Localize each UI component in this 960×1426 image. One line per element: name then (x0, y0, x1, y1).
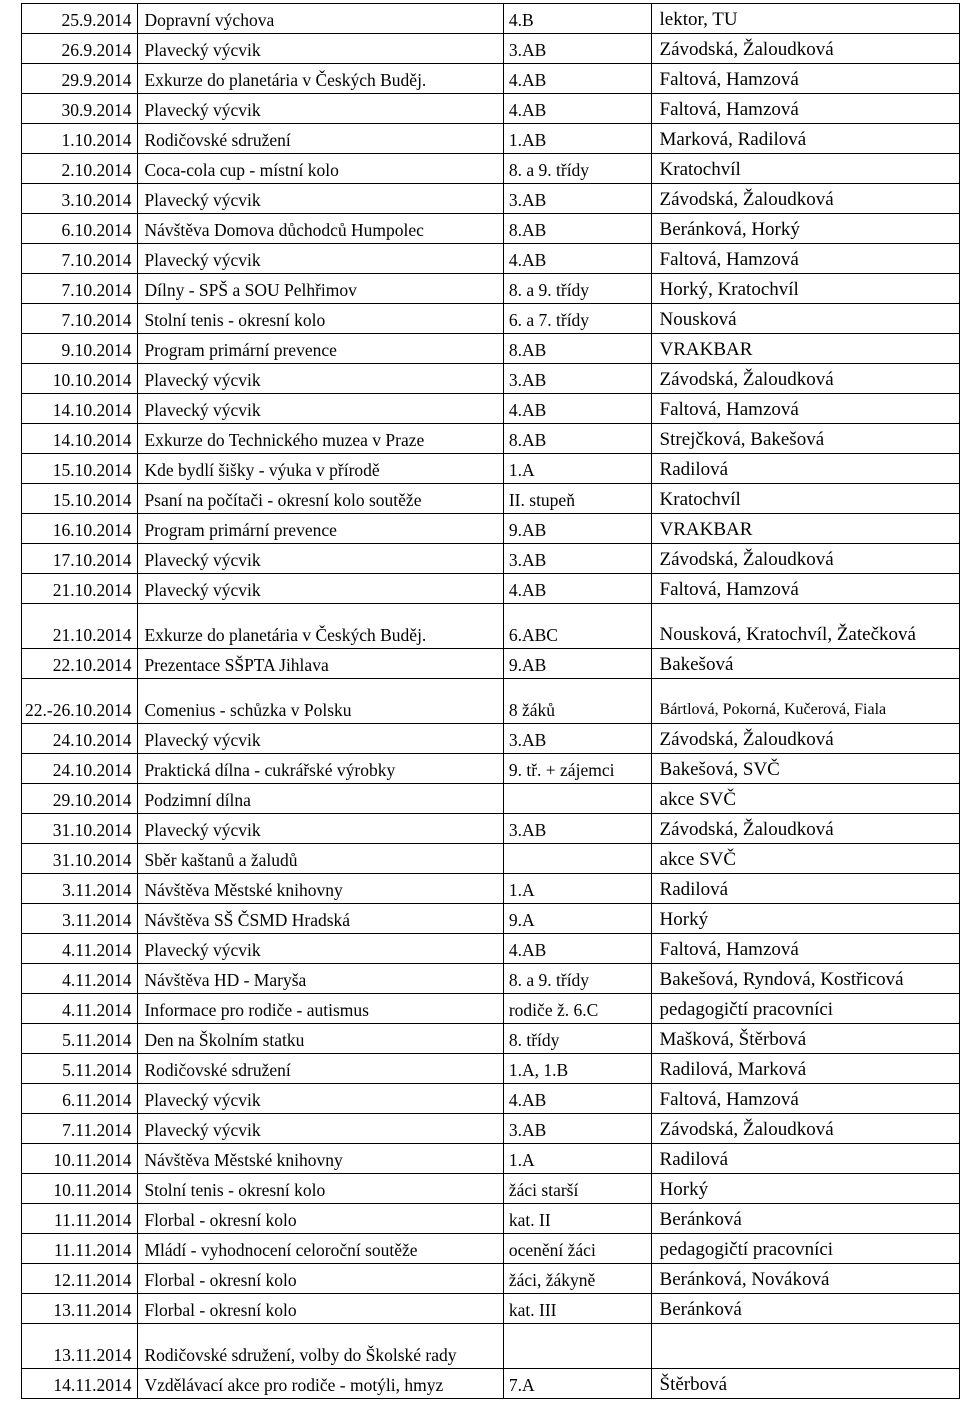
class-cell: 3.AB (503, 364, 651, 394)
date-cell: 6.11.2014 (22, 1084, 138, 1114)
event-cell: Podzimní dílna (138, 784, 503, 814)
date-cell: 9.10.2014 (22, 334, 138, 364)
event-cell: Plavecký výcvik (138, 94, 503, 124)
event-cell: Psaní na počítači - okresní kolo soutěže (138, 484, 503, 514)
event-cell: Dopravní výchova (138, 4, 503, 34)
date-cell: 3.11.2014 (22, 874, 138, 904)
table-row (22, 874, 960, 904)
event-cell: Plavecký výcvik (138, 394, 503, 424)
date-cell: 17.10.2014 (22, 544, 138, 574)
class-cell: 3.AB (503, 34, 651, 64)
table-row (22, 1054, 960, 1084)
event-cell: Sběr kaštanů a žaludů (138, 844, 503, 874)
date-cell: 13.11.2014 (22, 1294, 138, 1324)
people-cell: Štěrbová (651, 1369, 959, 1399)
event-cell: Návštěva HD - Maryša (138, 964, 503, 994)
date-cell: 21.10.2014 (22, 574, 138, 604)
date-cell: 24.10.2014 (22, 724, 138, 754)
table-row (22, 484, 960, 514)
table-row (22, 304, 960, 334)
class-cell: 9.AB (503, 649, 651, 679)
date-cell: 10.10.2014 (22, 364, 138, 394)
class-cell: 4.AB (503, 394, 651, 424)
event-cell: Praktická dílna - cukrářské výrobky (138, 754, 503, 784)
table-row (22, 1144, 960, 1174)
event-cell: Exkurze do planetária v Českých Buděj. (138, 604, 503, 649)
people-cell: VRAKBAR (651, 514, 959, 544)
date-cell: 15.10.2014 (22, 454, 138, 484)
table-row (22, 1324, 960, 1369)
people-cell: Beránková, Horký (651, 214, 959, 244)
table-row (22, 604, 960, 649)
event-cell: Plavecký výcvik (138, 934, 503, 964)
class-cell: 4.AB (503, 1084, 651, 1114)
class-cell: 7.A (503, 1369, 651, 1399)
table-row (22, 1204, 960, 1234)
table-row (22, 904, 960, 934)
class-cell: 9. tř. + zájemci (503, 754, 651, 784)
date-cell: 14.10.2014 (22, 424, 138, 454)
date-cell: 22.-26.10.2014 (22, 679, 138, 724)
people-cell: Strejčková, Bakešová (651, 424, 959, 454)
table-row (22, 64, 960, 94)
event-cell: Mládí - vyhodnocení celoroční soutěže (138, 1234, 503, 1264)
people-cell: Faltová, Hamzová (651, 394, 959, 424)
people-cell: Faltová, Hamzová (651, 574, 959, 604)
date-cell: 4.11.2014 (22, 994, 138, 1024)
people-cell: Závodská, Žaloudková (651, 814, 959, 844)
class-cell: rodiče ž. 6.C (503, 994, 651, 1024)
event-cell: Návštěva SŠ ČSMD Hradská (138, 904, 503, 934)
class-cell: ocenění žáci (503, 1234, 651, 1264)
table-row (22, 1264, 960, 1294)
event-cell: Návštěva Městské knihovny (138, 1144, 503, 1174)
table-row (22, 274, 960, 304)
date-cell: 10.11.2014 (22, 1144, 138, 1174)
class-cell (503, 844, 651, 874)
class-cell: 4.AB (503, 94, 651, 124)
events-table (21, 3, 960, 1399)
table-row (22, 994, 960, 1024)
class-cell: 9.A (503, 904, 651, 934)
event-cell: Návštěva Městské knihovny (138, 874, 503, 904)
event-cell: Plavecký výcvik (138, 34, 503, 64)
class-cell: 1.A, 1.B (503, 1054, 651, 1084)
event-cell: Plavecký výcvik (138, 364, 503, 394)
table-row (22, 244, 960, 274)
table-row (22, 934, 960, 964)
table-row (22, 454, 960, 484)
date-cell: 4.11.2014 (22, 964, 138, 994)
class-cell: 6.ABC (503, 604, 651, 649)
event-cell: Prezentace SŠPTA Jihlava (138, 649, 503, 679)
date-cell: 7.10.2014 (22, 304, 138, 334)
date-cell: 13.11.2014 (22, 1324, 138, 1369)
people-cell: Závodská, Žaloudková (651, 724, 959, 754)
date-cell: 22.10.2014 (22, 649, 138, 679)
class-cell: 3.AB (503, 814, 651, 844)
date-cell: 21.10.2014 (22, 604, 138, 649)
class-cell: 4.AB (503, 64, 651, 94)
people-cell: Nousková (651, 304, 959, 334)
table-row (22, 649, 960, 679)
class-cell: 4.AB (503, 244, 651, 274)
people-cell: Závodská, Žaloudková (651, 184, 959, 214)
class-cell: 6. a 7. třídy (503, 304, 651, 334)
event-cell: Plavecký výcvik (138, 814, 503, 844)
people-cell: Horký (651, 904, 959, 934)
event-cell: Den na Školním statku (138, 1024, 503, 1054)
event-cell: Program primární prevence (138, 514, 503, 544)
people-cell: Nousková, Kratochvíl, Žatečková (651, 604, 959, 649)
class-cell: 4.AB (503, 574, 651, 604)
table-row (22, 124, 960, 154)
class-cell: kat. II (503, 1204, 651, 1234)
people-cell: VRAKBAR (651, 334, 959, 364)
class-cell: 8.AB (503, 334, 651, 364)
table-row (22, 1114, 960, 1144)
event-cell: Stolní tenis - okresní kolo (138, 1174, 503, 1204)
event-cell: Florbal - okresní kolo (138, 1294, 503, 1324)
people-cell: Faltová, Hamzová (651, 64, 959, 94)
table-row (22, 1369, 960, 1399)
event-cell: Exkurze do Technického muzea v Praze (138, 424, 503, 454)
date-cell: 24.10.2014 (22, 754, 138, 784)
people-cell: Závodská, Žaloudková (651, 364, 959, 394)
people-cell: Mašková, Štěrbová (651, 1024, 959, 1054)
people-cell: Faltová, Hamzová (651, 94, 959, 124)
class-cell: 4.B (503, 4, 651, 34)
table-row (22, 514, 960, 544)
table-row (22, 1294, 960, 1324)
class-cell (503, 784, 651, 814)
people-cell: Horký (651, 1174, 959, 1204)
table-row (22, 334, 960, 364)
event-cell: Rodičovské sdružení (138, 1054, 503, 1084)
event-cell: Florbal - okresní kolo (138, 1264, 503, 1294)
class-cell: 8.AB (503, 214, 651, 244)
date-cell: 29.10.2014 (22, 784, 138, 814)
event-cell: Plavecký výcvik (138, 544, 503, 574)
table-row (22, 784, 960, 814)
table-row (22, 394, 960, 424)
people-cell: Faltová, Hamzová (651, 934, 959, 964)
event-cell: Exkurze do planetária v Českých Buděj. (138, 64, 503, 94)
people-cell: Bártlová, Pokorná, Kučerová, Fiala (651, 679, 959, 724)
class-cell: 3.AB (503, 544, 651, 574)
class-cell: II. stupeň (503, 484, 651, 514)
date-cell: 2.10.2014 (22, 154, 138, 184)
people-cell: akce SVČ (651, 784, 959, 814)
table-row (22, 1234, 960, 1264)
people-cell: Faltová, Hamzová (651, 1084, 959, 1114)
class-cell: 8. a 9. třídy (503, 964, 651, 994)
people-cell: Bakešová (651, 649, 959, 679)
table-row (22, 814, 960, 844)
event-cell: Coca-cola cup - místní kolo (138, 154, 503, 184)
people-cell: Kratochvíl (651, 484, 959, 514)
people-cell: Beránková (651, 1204, 959, 1234)
class-cell: kat. III (503, 1294, 651, 1324)
class-cell: 1.A (503, 454, 651, 484)
table-row (22, 964, 960, 994)
date-cell: 12.11.2014 (22, 1264, 138, 1294)
class-cell: 3.AB (503, 1114, 651, 1144)
table-row (22, 94, 960, 124)
class-cell: 8. třídy (503, 1024, 651, 1054)
people-cell: Radilová (651, 1144, 959, 1174)
people-cell: Bakešová, SVČ (651, 754, 959, 784)
date-cell: 14.11.2014 (22, 1369, 138, 1399)
event-cell: Plavecký výcvik (138, 184, 503, 214)
date-cell: 14.10.2014 (22, 394, 138, 424)
date-cell: 10.11.2014 (22, 1174, 138, 1204)
event-cell: Rodičovské sdružení, volby do Školské rady (138, 1324, 503, 1369)
people-cell: Závodská, Žaloudková (651, 544, 959, 574)
people-cell (651, 1324, 959, 1369)
people-cell: Bakešová, Ryndová, Kostřicová (651, 964, 959, 994)
event-cell: Florbal - okresní kolo (138, 1204, 503, 1234)
people-cell: Horký, Kratochvíl (651, 274, 959, 304)
people-cell: Faltová, Hamzová (651, 244, 959, 274)
date-cell: 3.10.2014 (22, 184, 138, 214)
events-table-body (22, 4, 960, 1399)
date-cell: 31.10.2014 (22, 844, 138, 874)
people-cell: akce SVČ (651, 844, 959, 874)
class-cell: 4.AB (503, 934, 651, 964)
table-row (22, 844, 960, 874)
event-cell: Program primární prevence (138, 334, 503, 364)
event-cell: Kde bydlí šišky - výuka v přírodě (138, 454, 503, 484)
table-row (22, 574, 960, 604)
people-cell: pedagogičtí pracovníci (651, 994, 959, 1024)
event-cell: Plavecký výcvik (138, 1084, 503, 1114)
date-cell: 4.11.2014 (22, 934, 138, 964)
table-row (22, 544, 960, 574)
event-cell: Plavecký výcvik (138, 244, 503, 274)
date-cell: 5.11.2014 (22, 1024, 138, 1054)
date-cell: 3.11.2014 (22, 904, 138, 934)
people-cell: Závodská, Žaloudková (651, 34, 959, 64)
date-cell: 15.10.2014 (22, 484, 138, 514)
class-cell: 3.AB (503, 724, 651, 754)
table-row (22, 364, 960, 394)
date-cell: 16.10.2014 (22, 514, 138, 544)
people-cell: pedagogičtí pracovníci (651, 1234, 959, 1264)
date-cell: 30.9.2014 (22, 94, 138, 124)
table-row (22, 679, 960, 724)
table-row (22, 4, 960, 34)
event-cell: Dílny - SPŠ a SOU Pelhřimov (138, 274, 503, 304)
date-cell: 7.11.2014 (22, 1114, 138, 1144)
class-cell: 3.AB (503, 184, 651, 214)
table-row (22, 154, 960, 184)
event-cell: Comenius - schůzka v Polsku (138, 679, 503, 724)
event-cell: Rodičovské sdružení (138, 124, 503, 154)
date-cell: 7.10.2014 (22, 274, 138, 304)
table-row (22, 424, 960, 454)
class-cell: 1.A (503, 874, 651, 904)
date-cell: 7.10.2014 (22, 244, 138, 274)
people-cell: Marková, Radilová (651, 124, 959, 154)
date-cell: 6.10.2014 (22, 214, 138, 244)
date-cell: 26.9.2014 (22, 34, 138, 64)
class-cell: 8 žáků (503, 679, 651, 724)
people-cell: Závodská, Žaloudková (651, 1114, 959, 1144)
people-cell: Radilová (651, 454, 959, 484)
table-row (22, 184, 960, 214)
class-cell: 9.AB (503, 514, 651, 544)
people-cell: Beránková (651, 1294, 959, 1324)
event-cell: Vzdělávací akce pro rodiče - motýli, hmyz (138, 1369, 503, 1399)
class-cell: 8. a 9. třídy (503, 274, 651, 304)
class-cell: 8. a 9. třídy (503, 154, 651, 184)
class-cell: 1.A (503, 1144, 651, 1174)
class-cell: žáci, žákyně (503, 1264, 651, 1294)
table-row (22, 754, 960, 784)
event-cell: Informace pro rodiče - autismus (138, 994, 503, 1024)
table-row (22, 724, 960, 754)
table-row (22, 1024, 960, 1054)
event-cell: Plavecký výcvik (138, 724, 503, 754)
date-cell: 11.11.2014 (22, 1234, 138, 1264)
table-row (22, 214, 960, 244)
class-cell: 1.AB (503, 124, 651, 154)
date-cell: 31.10.2014 (22, 814, 138, 844)
event-cell: Stolní tenis - okresní kolo (138, 304, 503, 334)
people-cell: lektor, TU (651, 4, 959, 34)
class-cell: 8.AB (503, 424, 651, 454)
class-cell (503, 1324, 651, 1369)
event-cell: Plavecký výcvik (138, 1114, 503, 1144)
table-row (22, 1174, 960, 1204)
class-cell: žáci starší (503, 1174, 651, 1204)
table-row (22, 1084, 960, 1114)
table-row (22, 34, 960, 64)
event-cell: Návštěva Domova důchodců Humpolec (138, 214, 503, 244)
date-cell: 5.11.2014 (22, 1054, 138, 1084)
people-cell: Beránková, Nováková (651, 1264, 959, 1294)
event-cell: Plavecký výcvik (138, 574, 503, 604)
date-cell: 11.11.2014 (22, 1204, 138, 1234)
people-cell: Radilová, Marková (651, 1054, 959, 1084)
date-cell: 1.10.2014 (22, 124, 138, 154)
people-cell: Radilová (651, 874, 959, 904)
date-cell: 25.9.2014 (22, 4, 138, 34)
people-cell: Kratochvíl (651, 154, 959, 184)
date-cell: 29.9.2014 (22, 64, 138, 94)
